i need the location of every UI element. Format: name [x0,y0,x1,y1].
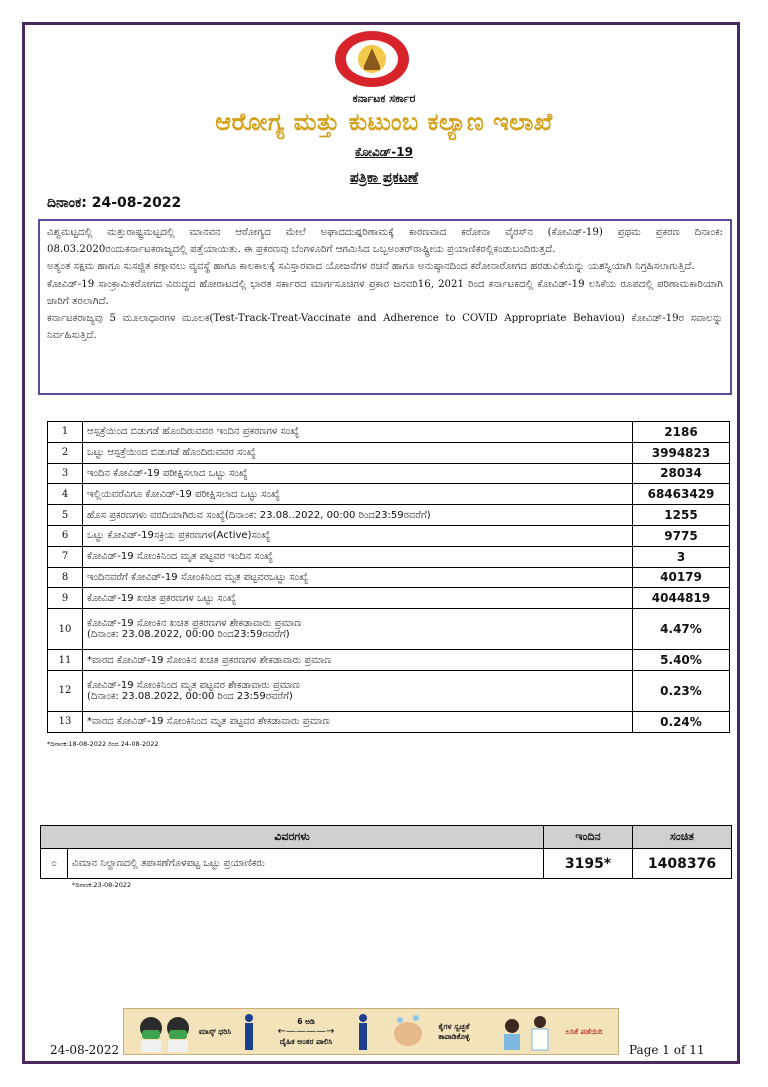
mask-label: ಮಾಸ್ಕ್ ಧರಿಸಿ [198,1026,232,1036]
table-row [48,711,730,732]
stats-table [47,421,730,733]
row-description-line: ಕೋವಿಡ್-19 ಖಚಿತ ಪ್ರಕರಣಗಳ ಒಟ್ಟು ಸಂಖ್ಯೆ [87,592,237,604]
intro-paragraph: ಕೋವಿಡ್-19 ಸಾಂಕ್ರಾಮಿಕರೋಗದ ವಿರುದ್ಧದ ಹೋರಾಟದಲ್ಲಿ ಭಾರತ ಸರ್ಕಾರದ ಮಾರ್ಗಸೂಚಿಗಳ ಪ್ರಕಾರ ಜನವರಿ16, 2021 ರಿಂದ ಕರ್ನಾಟಕದಲ್ಲಿ ಕೋವಿಡ್-19 ಲಸಿಕೆಯ ರೂಪದಲ್ಲಿ ಪರಿಣಾಮಕಾರಿಯಾಗಿ ಜಾರಿಗೆ ತರಲಾಗಿದೆ. [47,278,723,307]
distance-section [242,1009,370,1054]
travel-footnote: *ದಿನಾಂಕ:23-08-2022 [72,881,132,889]
department-title: ಆರೋಗ್ಯ ಮತ್ತು ಕುಟುಂಬ ಕಲ್ಯಾಣ ಇಲಾಖೆ [215,108,553,136]
press-release-heading: ಪತ್ರಿಕಾ ಪ್ರಕಟಣೆ [349,170,419,186]
table-row [48,609,730,650]
row-number: 4 [48,484,83,505]
row-value: 2186 [633,422,730,443]
row-value: 4.47% [633,609,730,650]
row-description [83,670,633,711]
govt-name: ಕರ್ನಾಟಕ ಸರ್ಕಾರ [352,92,416,105]
person-icon [356,1012,370,1052]
row-number: 13 [48,711,83,732]
row-description-line: ಒಟ್ಟು ಕೋವಿಡ್-19ಸಕ್ರಿಯ ಪ್ರಕರಣಗಳ(Active)ಸಂಖ್ಯೆ [87,530,271,542]
row-value: 40179 [633,567,730,588]
row-description-line: ಇಲ್ಲಿಯವರೆವಿಗೂ ಕೋವಿಡ್-19 ಪರೀಕ್ಷಿಸಲಾದ ಒಟ್ಟು ಸಂಖ್ಯೆ [87,488,280,500]
row-number: 10 [48,609,83,650]
row-description [83,442,633,463]
row-description-line: ಕೋವಿಡ್-19 ಸೋಂಕಿನ ಖಚಿತ ಪ್ರಕರಣಗಳ ಶೇಕಡಾವಾರು ಪ್ರಮಾಣ [87,618,302,630]
table-row [48,650,730,671]
table-row [48,463,730,484]
row-value: 4044819 [633,588,730,609]
handwash-icon [390,1012,426,1052]
page-number: Page 1 of 11 [629,1043,705,1057]
header-cumulative: ಸಂಚಿತ [633,826,732,849]
row-description [83,588,633,609]
row-value: 68463429 [633,484,730,505]
covid-guidelines-banner [123,1008,619,1055]
row-value: 9775 [633,525,730,546]
cumulative-value: 1408376 [633,849,732,879]
table-row [41,849,732,879]
table-row [48,525,730,546]
row-number: 11 [48,650,83,671]
intro-box [38,219,732,395]
row-description [83,609,633,650]
today-value: 3195* [544,849,633,879]
row-description [83,546,633,567]
row-description-line: ಇಂದಿನ ಕೋವಿಡ್-19 ಪರೀಕ್ಷಿಸಲಾದ ಒಟ್ಟು ಸಂಖ್ಯೆ [87,467,248,479]
row-description-line: ಹೊಸ ಪ್ರಕರಣಗಳು ವರದಿಯಾಗಿರುವ ಸಂಖ್ಯೆ(ದಿನಾಂಕ: 23.08..2022, 00:00 ರಿಂದ23:59ರವರೆಗೆ) [87,509,431,521]
row-description [83,567,633,588]
mask-section [136,1009,236,1054]
intro-paragraph: ಕರ್ನಾಟಕರಾಜ್ಯವು 5 ಮೂಲಾಧಾರಗಳ ಮೂಲಕ(Test-Track-Treat-Vaccinate and Adherence to COVID Appropriate Behaviou) ಕೋವಿಡ್-19ರ ಸವಾಲನ್ನು ನಿರ್ವಹಿಸುತ್ತಿದೆ. [47,313,723,342]
row-description [83,711,633,732]
row-number: 2 [48,442,83,463]
row-description [83,505,633,526]
row-number: 5 [48,505,83,526]
row-value: 28034 [633,463,730,484]
row-description-line: *ವಾರದ ಕೋವಿಡ್-19 ಸೋಂಕಿನಿಂದ ಮೃತ ಪಟ್ಟವರ ಶೇಕಡಾವಾರು ಪ್ರಮಾಣ [87,716,330,728]
row-description [83,650,633,671]
vaccine-label: ಲಸಿಕೆ ಪಡೆಯಿರಿ [565,1026,603,1036]
row-description-line: (ದಿನಾಂಕ: 23.08.2022, 00:00 ರಿಂದ 23:59ರವರೆಗೆ) [87,690,293,702]
intro-paragraph: ಅತ್ಯಂತ ಸಕ್ಷಮ ಹಾಗೂ ಸುಸಜ್ಜಿತ ಕಣ್ಗಾವಲು ವ್ಯವಸ್ಥೆ ಹಾಗೂ ಕಾಲಕಾಲಕ್ಕೆ ಸವಿಸ್ತಾರವಾದ ಯೋಜನೆಗಳ ರಚನೆ ಹಾಗೂ ಅನುಷ್ಠಾನದಿಂದ ಕರೋನಾರೋಗದ ಹರಡುವಿಕೆಯನ್ನು ಯಶಸ್ವಿಯಾಗಿ ನಿಗ್ರಹಿಸಲಾಗುತ್ತಿದೆ. [47,261,695,273]
row-number: 9 [48,588,83,609]
row-value: 0.23% [633,670,730,711]
footer-date: 24-08-2022 [50,1043,120,1057]
row-description-line: ಕೋವಿಡ್-19 ಸೋಂಕಿನಿಂದ ಮೃತ ಪಟ್ಟವರ ಶೇಕಡಾವಾರು ಪ್ರಮಾಣ [87,679,300,691]
header-today: ಇಂದಿನ [544,826,633,849]
row-value: 0.24% [633,711,730,732]
table-row [48,442,730,463]
row-number: 6 [48,525,83,546]
table-row [48,670,730,711]
intro-paragraph: ವಿಶ್ವಮಟ್ಟದಲ್ಲಿ ಮತ್ತುರಾಷ್ಟ್ರಮಟ್ಟದಲ್ಲಿ ಮಾನವನ ಆರೋಗ್ಯದ ಮೇಲೆ ಅಘಾದದುಷ್ಪರಿಣಾಮಕ್ಕೆ ಕಾರಣವಾದ ಕರೋನಾ ವೈರಸ್‌ನ (ಕೋವಿಡ್-19) ಪ್ರಥಮ ಪ್ರಕರಣ ದಿನಾಂಕ: 08.03.2020ರಂದುಕರ್ನಾಟಕರಾಜ್ಯದಲ್ಲಿ ಪತ್ತೆಯಾಯಿತು. ಈ ಪ್ರಕರಣವು ಬೆಂಗಳೂರಿಗೆ ಆಗಮಿಸಿದ ಒಬ್ಬಅಂತರ್‌ರಾಷ್ಟ್ರೀಯ ಪ್ರಯಾಣಿಕರಲ್ಲಿಕಂಡುಬಂದಿರುತ್ತದೆ. [47,227,723,256]
table-row [48,422,730,443]
row-number: 3 [48,463,83,484]
header-details: ವಿವರಗಳು [41,826,544,849]
table-row [48,484,730,505]
row-description [83,422,633,443]
row-description-line: ಕೋವಿಡ್-19 ಸೋಂಕಿನಿಂದ ಮೃತ ಪಟ್ಟವರ ಇಂದಿನ ಸಂಖ್ಯೆ [87,551,274,563]
row-description-line: ಒಟ್ಟು ಆಸ್ಪತ್ರೆಯಿಂದ ಬಿಡುಗಡೆ ಹೊಂದಿರುವವರ ಸಂಖ್ಯೆ [87,447,256,459]
travel-table [40,825,732,879]
karnataka-seal-logo [334,30,410,88]
release-date: ದಿನಾಂಕ: 24-08-2022 [47,195,182,211]
distance-arrow-icon: ←————→ [277,1025,335,1037]
row-description-line: ಇಂದಿನವರೆಗೆ ಕೋವಿಡ್-19 ಸೋಂಕಿನಿಂದ ಮೃತ ಪಟ್ಟವರಒಟ್ಟು ಸಂಖ್ಯೆ [87,571,309,583]
row-number: 8 [48,567,83,588]
hands-section [390,1009,482,1054]
row-description-line: ಆಸ್ಪತ್ರೆಯಿಂದ ಬಿಡುಗಡೆ ಹೊಂದಿರುವವರ ಇಂದಿನ ಪ್ರಕರಣಗಳ ಸಂಖ್ಯೆ [87,426,300,438]
row-description [83,525,633,546]
hands-label: ಕೈಗಳ ಸ್ವಚ್ಛತೆ ಕಾಪಾಡಿಕೊಳ್ಳಿ [438,1021,470,1041]
row-description-line: *ವಾರದ ಕೋವಿಡ್-19 ಸೋಂಕಿನ ಖಚಿತ ಪ್ರಕರಣಗಳ ಶೇಕಡಾವಾರು ಪ್ರಮಾಣ [87,654,332,666]
row-number: ೦ [41,849,68,879]
distance-value: 6 ಅಡಿ [297,1016,315,1026]
vaccine-icon [498,1012,558,1052]
travel-header-row [41,826,732,849]
row-value: 1255 [633,505,730,526]
table-row [48,546,730,567]
subject-heading: ಕೋವಿಡ್-19 [355,145,413,159]
row-value: 3994823 [633,442,730,463]
row-description [83,484,633,505]
row-description [83,463,633,484]
vaccine-section [498,1009,610,1054]
mask-icon [136,1012,194,1052]
row-number: 7 [48,546,83,567]
row-value: 3 [633,546,730,567]
person-icon [242,1012,256,1052]
stats-footnote: *ದಿನಾಂಕ:18-08-2022 ರಿಂದ 24-08-2022 [47,740,159,748]
table-row [48,588,730,609]
row-description-line: (ದಿನಾಂಕ: 23.08.2022, 00:00 ರಿಂದ23:59ರವರೆಗೆ) [87,629,290,641]
row-number: 12 [48,670,83,711]
row-number: 1 [48,422,83,443]
table-row [48,567,730,588]
row-description: ವಿಮಾನ ನಿಲ್ದಾಣದಲ್ಲಿ ತಪಾಸಣೆಗೊಳಪಟ್ಟ ಒಟ್ಟು ಪ್ರಯಾಣಿಕರು [68,849,544,879]
row-value: 5.40% [633,650,730,671]
table-row [48,505,730,526]
distance-label: ದೈಹಿಕ ಅಂತರ ಪಾಲಿಸಿ [279,1036,333,1046]
